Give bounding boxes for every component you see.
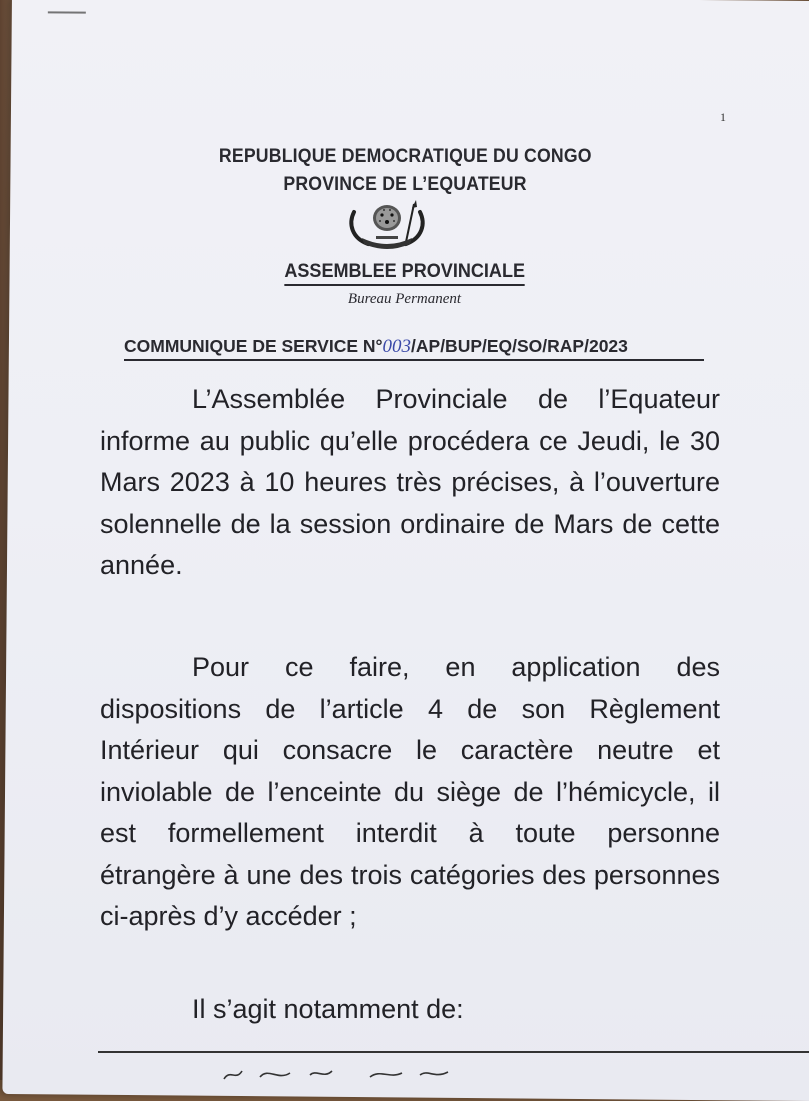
paragraph-list-intro: Il s’agit notamment de:	[192, 994, 464, 1024]
handwriting-scribble	[220, 1063, 460, 1083]
horizontal-rule	[98, 1051, 809, 1053]
page-number: 1	[720, 110, 726, 124]
communique-reference	[124, 336, 704, 361]
country-heading: REPUBLIQUE DEMOCRATIQUE DU CONGO	[218, 146, 592, 167]
reference-prefix: COMMUNIQUE DE SERVICE N°	[124, 336, 383, 356]
leopard-coat-of-arms-icon	[342, 198, 432, 256]
pen-mark	[48, 11, 86, 13]
province-heading: PROVINCE DE L’EQUATEUR	[283, 174, 527, 195]
paragraph-access-restriction: Pour ce faire, en application des dispositions de l’article 4 de son Règlement Intérieur qui consacre le caractère neutre et inviolable de l’enceinte du siège de l’hémicycle, il est formellement interdit à toute personne étrangère à une des trois catégories des personnes ci-après d’y accéder ;	[100, 652, 720, 931]
paragraph-announcement: L’Assemblée Provinciale de l’Equateur informe au public qu’elle procédera ce Jeudi, le 30 Mars 2023 à 10 heures très précises, à l’ouverture solennelle de la session ordinaire de Mars de cette année.	[100, 384, 720, 580]
assembly-heading: ASSEMBLEE PROVINCIALE	[0, 261, 809, 286]
reference-suffix: /AP/BUP/EQ/SO/RAP/2023	[411, 336, 628, 356]
bureau-subtitle: Bureau Permanent	[347, 291, 462, 307]
handwritten-number: 003	[382, 336, 412, 357]
